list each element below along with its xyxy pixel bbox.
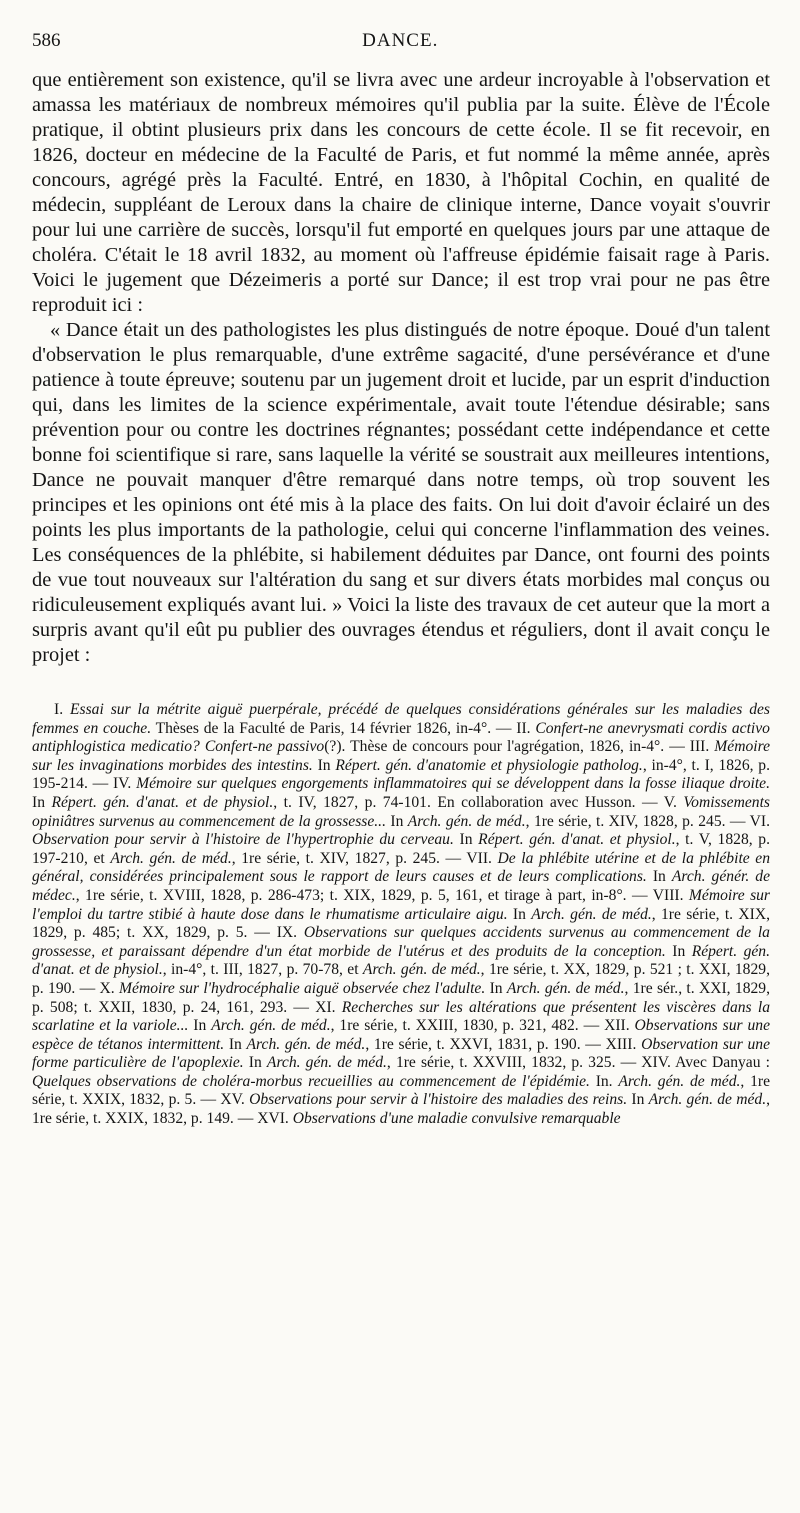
paragraph-quotation: « Dance était un des pathologistes les plus distingués de notre époque. Doué d'un talent d'observation le plus remarquable, d'une extrême sagacité, d'une persévérance et d'une patience à toute épreuve; soutenu par un jugement droit et lucide, par un esprit d'induction qui, dans les limites de la science expérimentale, avait toute l'étendue désirable; sans prévention pour ou contre les doctrines régnantes; possédant cette indépendance et cette bonne foi scientifique si rare, sans laquelle la vérité se soustrait aux meilleures intentions, Dance ne pouvait manquer d'être remarqué dans notre temps, où trop souvent les principes et les opinions ont été mis à la place des faits. On lui doit d'avoir éclairé un des points les plus importants de la pathologie, celui qui concerne l'inflammation des veines. Les conséquences de la phlébite, si habilement déduites par Dance, ont fourni des points de vue tout nouveaux sur l'altération du sang et sur divers états morbides mal conçus ou ridiculeusement expliqués avant lui. » Voici la liste des travaux de cet auteur que la mort a surpris avant qu'il eût pu publier des ouvrages étendus et réguliers, dont il avait conçu le projet : xyxy=(32,319,770,666)
main-text xyxy=(32,68,770,668)
citation-text: , 1re sér., t. XXI, 1829, p. 508; t. XXII, 1830, p. 24, 161, 293. — XI. xyxy=(32,979,770,1016)
citation-text: , 1re série, t. XXIII, 1830, p. 321, 482. — XII. xyxy=(330,1017,635,1035)
page-number: 586 xyxy=(32,30,61,51)
work-title: Quelques observations de choléra-morbus recueillies au commencement de l'épidémie. xyxy=(32,1072,590,1090)
work-title: Arch. gén. de méd. xyxy=(407,812,526,830)
work-title: Arch. gén. de méd. xyxy=(618,1072,741,1090)
running-header xyxy=(32,30,770,58)
citation-text: In xyxy=(665,942,692,960)
work-title: Arch. génér. de médec. xyxy=(32,868,770,904)
citation-text: In xyxy=(224,1035,247,1053)
work-title: Arch. gén. de méd. xyxy=(362,961,481,979)
work-title: Répert. gén. d'anat. et physiol. xyxy=(478,831,676,849)
citation-text: , 1re série, t. XX, 1829, p. 521 ; t. XXI, 1829, p. 190. — X. xyxy=(32,961,770,997)
citation-text: , 1re série, t. XXIX, 1832, p. 149. — XVI. xyxy=(32,1091,771,1128)
citation-text: In xyxy=(32,793,52,811)
bibliography-list xyxy=(32,701,770,1129)
citation-text: In xyxy=(646,868,672,886)
work-title: Vomissements opiniâtres survenus au commencement de la grossesse... xyxy=(32,793,770,830)
work-title: Arch. gén. de méd. xyxy=(506,979,625,997)
work-title: Mémoire sur les invaginations morbides des intestins. xyxy=(32,738,771,774)
work-title: Observations sur quelques accidents survenus au commencement de la grossesse, et paraissant dépendre d'un état morbide de l'utérus et des produits de la conception. xyxy=(32,924,770,960)
citation-text: , 1re série, t. XXVIII, 1832, p. 325. — XIV. Avec Danyau : xyxy=(386,1054,770,1072)
citation-text: , in-4°, t. I, 1826, p. 195-214. — IV. xyxy=(32,756,771,793)
citation-text: , t. V, 1828, p. 197-210, et xyxy=(32,831,770,867)
citation-text: In xyxy=(312,756,336,774)
work-title: Répert. gén. d'anat. et de physiol. xyxy=(51,793,274,811)
citation-text: , 1re série, t. XXIX, 1832, p. 5. — XV. xyxy=(32,1072,770,1109)
divider xyxy=(32,686,770,687)
work-title: Mémoire sur quelques engorgements inflammatoires qui se développent dans la fosse iliaque droite. xyxy=(136,775,770,793)
citation-text: , 1re série, t. XIV, 1827, p. 245. — VII. xyxy=(231,849,498,867)
work-title: Essai sur la métrite aiguë puerpérale, précédé de quelques considérations générales sur les maladies des femmes en couche. xyxy=(32,701,770,737)
work-title: Mémoire sur l'hydrocéphalie aiguë observée chez l'adulte. xyxy=(119,979,486,997)
citation-text: In xyxy=(507,905,532,923)
work-title: Répert. gén. d'anatomie et physiologie patholog. xyxy=(335,756,643,774)
citation-text: In. xyxy=(589,1072,619,1090)
work-title: Arch. gén. de méd. xyxy=(266,1054,387,1072)
citation-text: , 1re série, t. XXVI, 1831, p. 190. — XIII. xyxy=(365,1035,642,1053)
work-title: De la phlébite utérine et de la phlébite en général, considérées principalement sous le rapport de leurs causes et de leurs complications. xyxy=(32,849,771,886)
citation-text: I. xyxy=(54,701,70,718)
work-title: Observation pour servir à l'histoire de l'hypertrophie du cerveau. xyxy=(32,831,454,849)
citation-text: , in-4°, t. III, 1827, p. 70-78, et xyxy=(162,961,363,979)
citation-text: , t. IV, 1827, p. 74-101. En collaboration avec Husson. — V. xyxy=(273,793,684,811)
work-title: Mémoire sur l'emploi du tartre stibié à haute dose dans le rhumatisme articulaire aigu. xyxy=(32,886,770,923)
work-title: Observations pour servir à l'histoire des maladies des reins. xyxy=(249,1091,628,1109)
bibliography-note xyxy=(32,701,770,1129)
work-title: Arch. gén. de méd. xyxy=(110,849,232,867)
work-title: Arch. gén. de méd. xyxy=(246,1035,366,1053)
citation-text: In xyxy=(485,979,507,997)
citation-text: (?). Thèse de concours pour l'agrégation, 1826, in-4°. — III. xyxy=(324,738,715,756)
citation-text: In xyxy=(243,1054,267,1072)
work-title: Observations sur une espèce de tétanos intermittent. xyxy=(32,1017,770,1053)
work-title: Arch. gén. de méd. xyxy=(211,1017,331,1035)
citation-text: In xyxy=(453,831,479,849)
citation-text: , 1re série, t. XVIII, 1828, p. 286-473; t. XIX, 1829, p. 5, 161, et tirage à part, in-8°. — VIII. xyxy=(75,886,689,904)
work-title: Arch. gén. de méd. xyxy=(648,1091,767,1109)
work-title: Observations d'une maladie convulsive remarquable xyxy=(292,1110,621,1128)
citation-text: In xyxy=(188,1017,212,1035)
citation-text: In xyxy=(385,812,408,830)
citation-text: , 1re série, t. XIV, 1828, p. 245. — VI. xyxy=(525,812,770,830)
running-title: DANCE. xyxy=(362,30,439,51)
work-title: Arch. gén. de méd. xyxy=(531,905,652,923)
page xyxy=(32,30,770,1129)
paragraph-biography: que entièrement son existence, qu'il se livra avec une ardeur incroyable à l'observation et amassa les matériaux de nombreux mémoires qu'il publia par la suite. Élève de l'École pratique, il obtint plusieurs prix dans les concours de cette école. Il se fit recevoir, en 1826, docteur en médecine de la Faculté de Paris, et fut nommé la même année, après concours, agrégé près la Faculté. Entré, en 1830, à l'hôpital Cochin, en qualité de médecin, suppléant de Leroux dans la chaire de clinique interne, Dance voyait s'ouvrir pour lui une carrière de succès, lorsqu'il fut emporté en quelques jours par une attaque de choléra. C'était le 18 avril 1832, au moment où l'affreuse épidémie faisait rage à Paris. Voici le jugement que Dézeimeris a porté sur Dance; il est trop vrai pour ne pas être reproduit ici : xyxy=(32,69,770,316)
work-title: Observation sur une forme particulière de l'apoplexie. xyxy=(32,1035,771,1072)
citation-text: Thèses de la Faculté de Paris, 14 février 1826, in-4°. — II. xyxy=(151,719,536,737)
citation-text: In xyxy=(627,1091,649,1109)
citation-text: , 1re série, t. XIX, 1829, p. 485; t. XX, 1829, p. 5. — IX. xyxy=(32,905,770,942)
work-title: Confert-ne anevrysmati cordis activo antiphlogistica medicatio? Confert-ne passivo xyxy=(32,719,770,756)
work-title: Répert. gén. d'anat. et de physiol. xyxy=(32,942,771,979)
work-title: Recherches sur les altérations que présentent les viscères dans la scarlatine et la variole... xyxy=(32,998,770,1035)
